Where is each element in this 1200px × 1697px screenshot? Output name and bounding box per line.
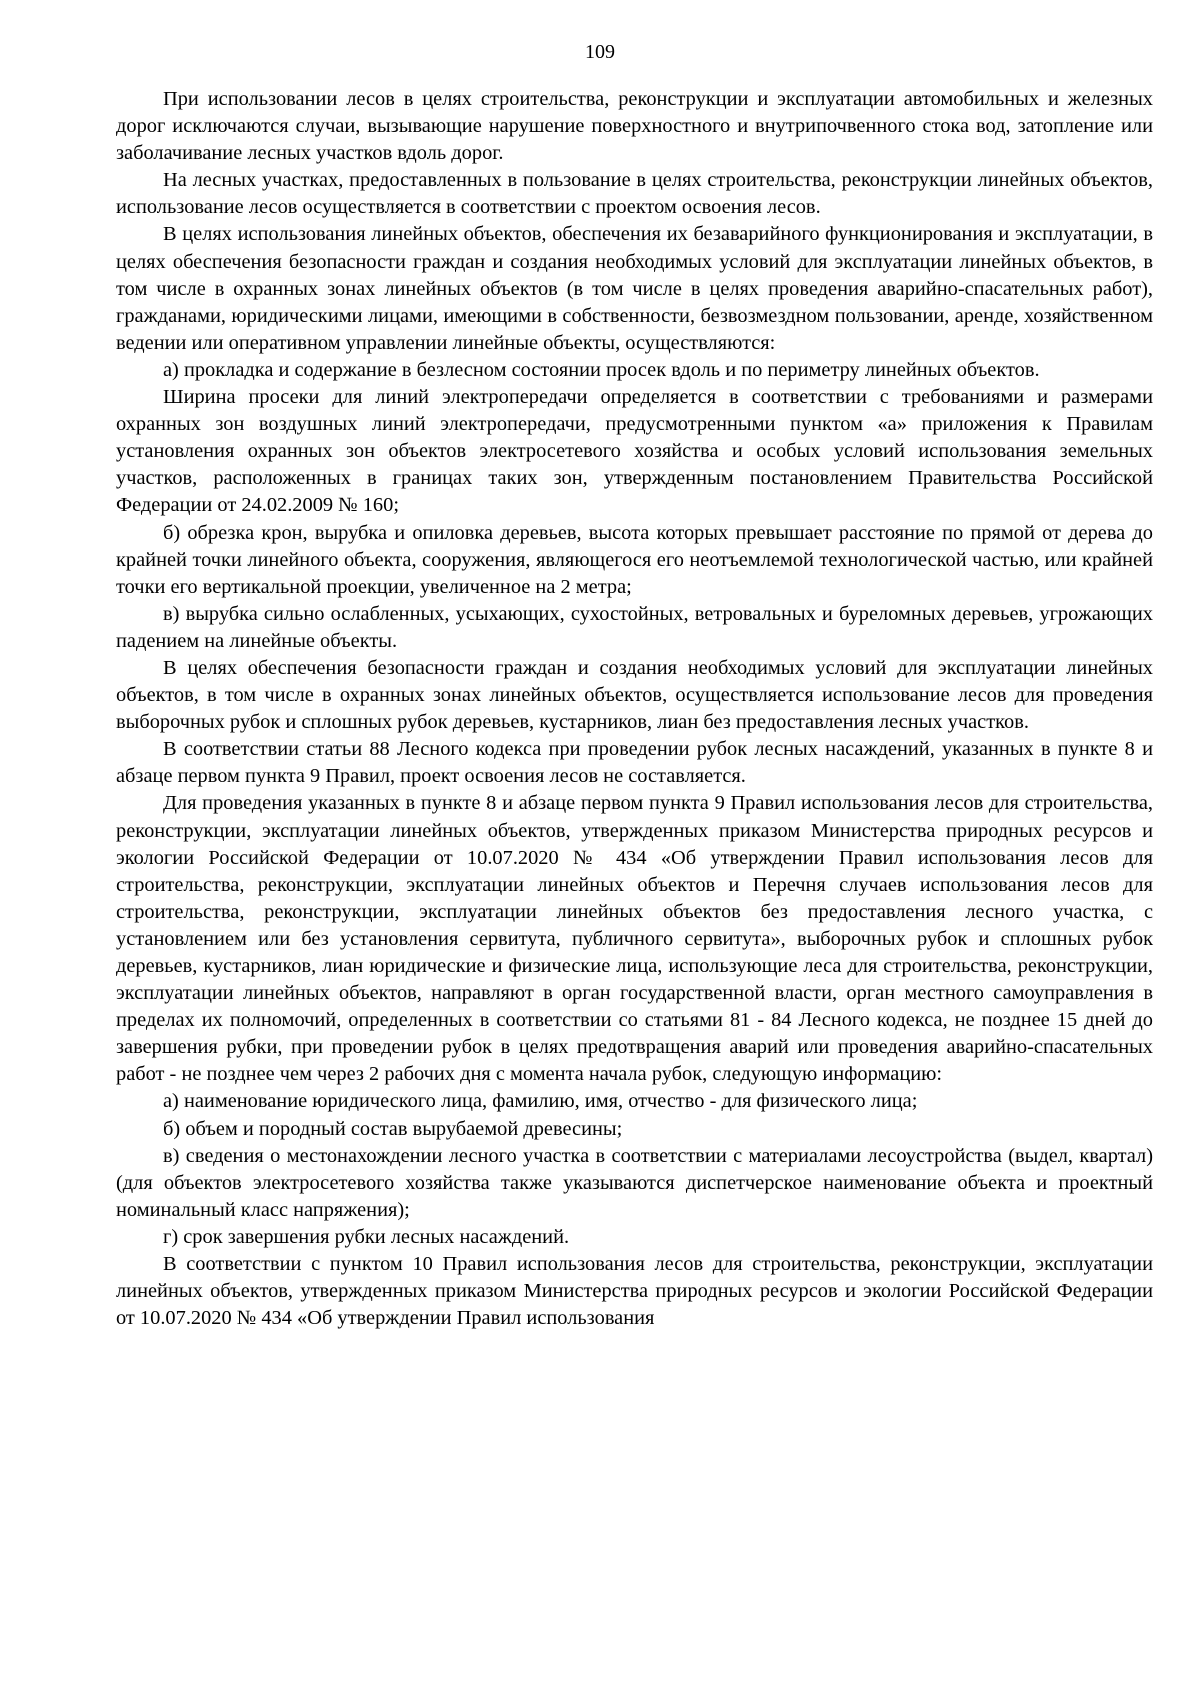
- paragraph: б) объем и породный состав вырубаемой древесины;: [163, 1117, 623, 1140]
- paragraph: б) обрезка крон, вырубка и опиловка деревьев, высота которых превышает расстояние по прямой от дерева до крайней точки линейного объекта, сооружения, являющегося его неотъемлемой технологической частью, или крайней точки его вертикальной проекции, увеличенное на 2 метра;: [116, 521, 1153, 598]
- paragraph: При использовании лесов в целях строительства, реконструкции и эксплуатации автомобильных и железных дорог исключаются случаи, вызывающие нарушение поверхностного и внутрипочвенного стока вод, затопление или заболачивание лесных участков вдоль дорог.: [116, 88, 1153, 165]
- paragraph: в) сведения о местонахождении лесного участка в соответствии с материалами лесоустройства (выдел, квартал) (для объектов электросетевого хозяйства также указываются диспетчерское наименование объекта и проектный номинальный класс напряжения);: [116, 1144, 1153, 1221]
- paragraph: в) вырубка сильно ослабленных, усыхающих, сухостойных, ветровальных и буреломных деревьев, угрожающих падением на линейные объекты.: [116, 602, 1153, 652]
- paragraph: В соответствии с пунктом 10 Правил использования лесов для строительства, реконструкции, эксплуатации линейных объектов, утвержденных приказом Министерства природных ресурсов и экологии Российской Федерации от 10.07.2020 № 434 «Об утверждении Правил использования: [116, 1253, 1153, 1330]
- page-number: 109: [585, 41, 615, 63]
- paragraph: В целях использования линейных объектов, обеспечения их безаварийного функционирования и эксплуатации, в целях обеспечения безопасности граждан и создания необходимых условий для эксплуатации линейных объектов, в том числе в охранных зонах линейных объектов (в том числе в целях проведения аварийно-спасательных работ), гражданами, юридическими лицами, имеющими в собственности, безвозмездном пользовании, аренде, хозяйственном ведении или оперативном управлении линейные объекты, осуществляются:: [116, 223, 1153, 354]
- paragraph: г) срок завершения рубки лесных насаждений.: [163, 1225, 570, 1248]
- paragraph: Для проведения указанных в пункте 8 и абзаце первом пункта 9 Правил использования лесов для строительства, реконструкции, эксплуатации линейных объектов, утвержденных приказом Министерства природных ресурсов и экологии Российской Федерации от 10.07.2020 № 434 «Об утверждении Правил использования лесов для строительства, реконструкции, эксплуатации линейных объектов и Перечня случаев использования лесов для строительства, реконструкции, эксплуатации линейных объектов без предоставления лесного участка, с установлением или без установления сервитута, публичного сервитута», выборочных рубок и сплошных рубок деревьев, кустарников, лиан юридические и физические лица, использующие леса для строительства, реконструкции, эксплуатации линейных объектов, направляют в орган государственной власти, орган местного самоуправления в пределах их полномочий, определенных в соответствии со статьями 81 - 84 Лесного кодекса, не позднее 15 дней до завершения рубки, при проведении рубок в целях предотвращения аварий или проведения аварийно-спасательных работ - не позднее чем через 2 рабочих дня с момента начала рубок, следующую информацию:: [116, 792, 1153, 1086]
- paragraph: На лесных участках, предоставленных в пользование в целях строительства, реконструкции линейных объектов, использование лесов осуществляется в соответствии с проектом освоения лесов.: [116, 169, 1153, 219]
- paragraph: В целях обеспечения безопасности граждан и создания необходимых условий для эксплуатации линейных объектов, в том числе в охранных зонах линейных объектов, осуществляется использование лесов для проведения выборочных рубок и сплошных рубок деревьев, кустарников, лиан без предоставления лесных участков.: [116, 656, 1153, 734]
- paragraph: а) наименование юридического лица, фамилию, имя, отчество - для физического лица;: [163, 1090, 918, 1113]
- paragraph: В соответствии статьи 88 Лесного кодекса при проведении рубок лесных насаждений, указанных в пункте 8 и абзаце первом пункта 9 Правил, проект освоения лесов не составляется.: [116, 738, 1153, 788]
- paragraph: Ширина просеки для линий электропередачи определяется в соответствии с требованиями и размерами охранных зон воздушных линий электропередачи, предусмотренными пунктом «а» приложения к Правилам установления охранных зон объектов электросетевого хозяйства и особых условий использования земельных участков, расположенных в границах таких зон, утвержденным постановлением Правительства Российской Федерации от 24.02.2009 № 160;: [116, 386, 1153, 517]
- paragraph: а) прокладка и содержание в безлесном состоянии просек вдоль и по периметру линейных объектов.: [163, 358, 1040, 381]
- document-body: [116, 86, 1153, 1332]
